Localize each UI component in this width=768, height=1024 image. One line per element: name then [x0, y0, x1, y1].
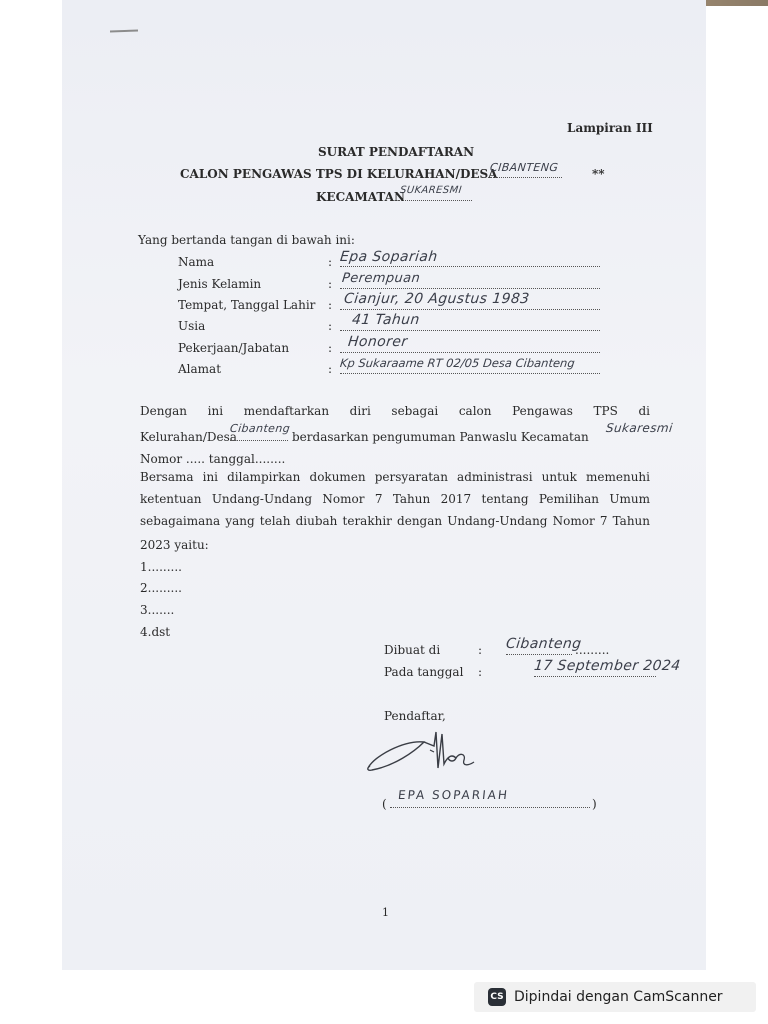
registrant-name: EPA SOPARIAH: [397, 788, 510, 802]
field-value-job: Honorer: [347, 334, 409, 350]
camscanner-icon: CS: [488, 988, 506, 1006]
para2-line-1: Bersama ini dilampirkan dokumen persyaratan administrasi untuk memenuhi: [140, 470, 650, 484]
fill-line: [340, 288, 600, 289]
list-item: 1.........: [140, 560, 182, 574]
pen-mark: [110, 30, 138, 33]
fill-line: [340, 352, 600, 353]
handwritten-desa: CIBANTENG: [489, 161, 559, 174]
fill-line: [534, 676, 656, 677]
closing-colon: :: [478, 665, 483, 679]
name-open-paren: (: [382, 797, 387, 811]
closing-colon: :: [478, 643, 483, 657]
para2-line-3: sebagaimana yang telah diubah terakhir dengan Undang-Undang Nomor 7 Tahun: [140, 514, 650, 528]
attachment-label: Lampiran III: [567, 121, 653, 135]
field-colon: :: [328, 319, 333, 333]
date-label: Pada tanggal: [384, 665, 464, 679]
made-at-label: Dibuat di: [384, 643, 441, 657]
document-page: [62, 0, 706, 970]
field-value-birth: Cianjur, 20 Agustus 1983: [343, 291, 531, 307]
title-line-3: KECAMATAN: [316, 190, 405, 204]
document-title: SURAT PENDAFTARAN: [318, 145, 475, 159]
intro-text: Yang bertanda tangan di bawah ini:: [138, 233, 355, 247]
scanner-text: Dipindai dengan CamScanner: [514, 989, 723, 1005]
handwritten-kecamatan-body: Sukaresmi: [605, 421, 674, 435]
fill-line: [506, 654, 572, 655]
para2-line-4: 2023 yaitu:: [140, 538, 209, 552]
title-line-2: CALON PENGAWAS TPS DI KELURAHAN/DESA: [180, 167, 498, 181]
fill-line: [340, 266, 600, 267]
handwritten-kecamatan: SUKARESMI: [399, 185, 463, 196]
field-label: Alamat: [178, 362, 222, 376]
body-line-2-middle: berdasarkan pengumuman Panwaslu Kecamatan: [292, 430, 589, 444]
body-line-3: Nomor ..... tanggal........: [140, 452, 286, 466]
registrant-label: Pendaftar,: [384, 709, 446, 723]
fill-line: [340, 330, 600, 331]
body-line-1: Dengan ini mendaftarkan diri sebagai calon Pengawas TPS di: [140, 404, 650, 418]
fill-line: [390, 807, 590, 808]
field-value-age: 41 Tahun: [351, 312, 421, 328]
list-item: 4.dst: [140, 625, 171, 639]
field-colon: :: [328, 255, 333, 269]
handwritten-desa-body: Cibanteng: [229, 422, 291, 435]
field-colon: :: [328, 277, 333, 291]
field-colon: :: [328, 341, 333, 355]
title-asterisks: **: [592, 167, 605, 181]
fill-line: [230, 440, 288, 441]
field-label: Pekerjaan/Jabatan: [178, 341, 290, 355]
list-item: 3.......: [140, 603, 175, 617]
field-label: Usia: [178, 319, 206, 333]
fill-line: [398, 200, 472, 201]
field-colon: :: [328, 362, 333, 376]
fill-line: [340, 373, 600, 374]
scanner-watermark: [474, 982, 756, 1012]
field-value-gender: Perempuan: [341, 271, 421, 286]
handwritten-date: 17 September 2024: [533, 658, 682, 674]
field-colon: :: [328, 298, 333, 312]
name-close-paren: ): [592, 797, 597, 811]
handwritten-place: Cibanteng: [505, 636, 583, 652]
field-value-address: Kp Sukaraame RT 02/05 Desa Cibanteng: [339, 356, 576, 370]
para2-line-2: ketentuan Undang-Undang Nomor 7 Tahun 2017 tentang Pemilihan Umum: [140, 492, 650, 506]
field-label: Tempat, Tanggal Lahir: [178, 298, 316, 312]
scan-margin: [0, 0, 62, 1024]
list-item: 2.........: [140, 581, 182, 595]
field-label: Nama: [178, 255, 215, 269]
field-label: Jenis Kelamin: [178, 277, 262, 291]
fill-line: [490, 177, 562, 178]
body-line-2-start: Kelurahan/Desa: [140, 430, 237, 444]
made-at-dots: .........: [575, 643, 610, 657]
field-value-name: Epa Sopariah: [339, 249, 439, 265]
signature: [364, 728, 484, 778]
page-number: 1: [382, 906, 389, 919]
fill-line: [340, 309, 600, 310]
